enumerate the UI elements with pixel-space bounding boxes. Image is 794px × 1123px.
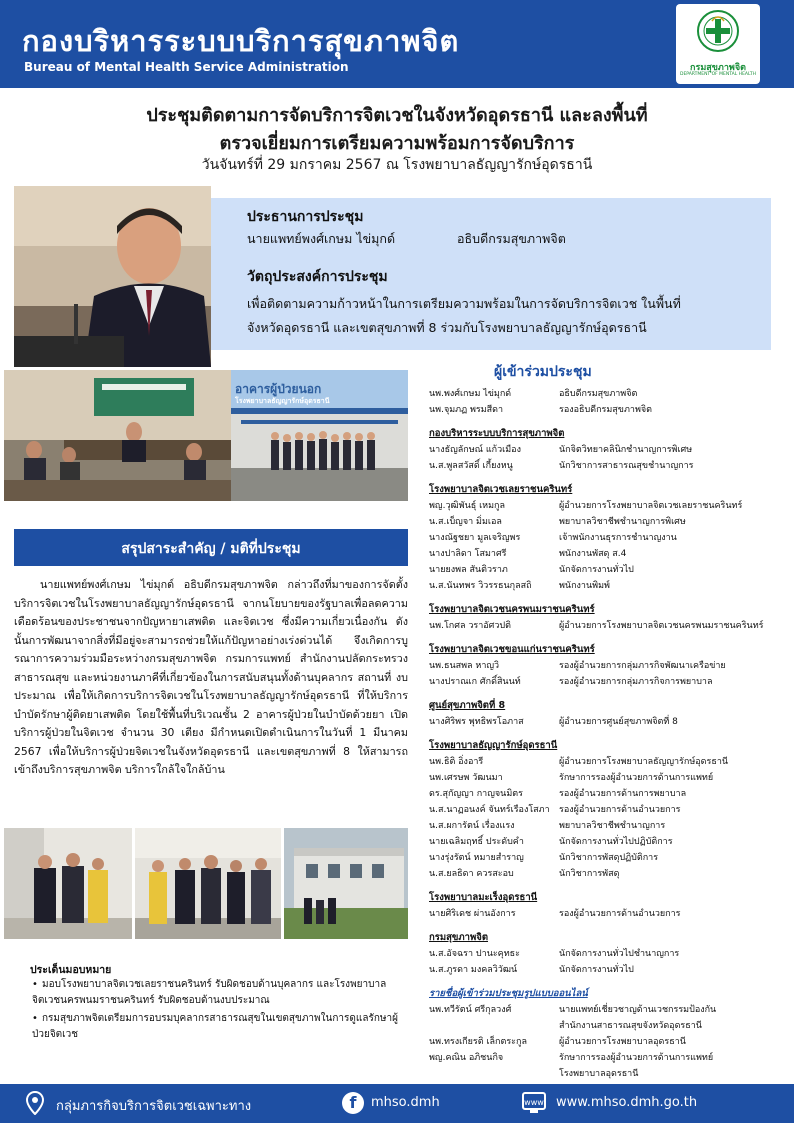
attendee-group-heading: โรงพยาบาลจิตเวชเลยราชนครินทร์	[429, 484, 573, 495]
meeting-room-photo	[4, 370, 231, 501]
attendee-name: น.ส.ภูรดา มงคลวิวัฒน์	[429, 965, 518, 975]
attendee-row	[429, 714, 779, 730]
attendee-row	[429, 442, 779, 458]
attendee-name: น.ส.เบ็ญจา มิ่มเอล	[429, 517, 502, 527]
objective-heading: วัตถุประสงค์การประชุม	[247, 269, 388, 285]
attendee-position: พนักงานพัสดุ ส.4	[559, 549, 627, 559]
attendee-name: นางรุ่งรัตน์ หมายสำราญ	[429, 853, 524, 863]
chair-heading: ประธานการประชุม	[247, 209, 364, 225]
attendee-row	[429, 1066, 779, 1082]
group-spacer	[429, 730, 779, 738]
attendee-position: อธิบดีกรมสุขภาพจิต	[559, 389, 638, 399]
assignment-item	[32, 977, 402, 1009]
attendee-row	[429, 658, 779, 674]
attendee-position: รองผู้อำนวยการด้านอำนวยการ	[559, 805, 681, 815]
attendee-position: เจ้าพนักงานธุรการชำนาญงาน	[559, 533, 677, 543]
attendee-name: นางศิริพร พุทธิพรโอภาส	[429, 717, 524, 727]
attendee-row	[429, 618, 779, 634]
attendee-row	[429, 850, 779, 866]
svg-text:www: www	[524, 1098, 544, 1107]
report-title-line1: ประชุมติดตามการจัดบริการจิตเวชในจังหวัดอุดรธานี และลงพื้นที่	[146, 105, 648, 126]
group-spacer	[429, 634, 779, 642]
attendee-row	[429, 458, 779, 474]
org-title-english: Bureau of Mental Health Service Administration	[24, 60, 349, 74]
attendee-row	[429, 818, 779, 834]
attendee-position: นักจัดการงานทั่วไป	[559, 965, 634, 975]
attendee-group-heading: กรมสุขภาพจิต	[429, 932, 489, 943]
attendee-row	[429, 402, 779, 418]
attendee-name: นางธัญลักษณ์ แก้วเมือง	[429, 445, 521, 455]
attendee-position: พนักงานพิมพ์	[559, 581, 610, 591]
attendee-position: นักจัดการงานทั่วไป	[559, 565, 634, 575]
attendee-position: รองผู้อำนวยการกลุ่มภารกิจการพยาบาล	[559, 677, 713, 687]
attendee-position: โรงพยาบาลอุดรธานี	[559, 1069, 639, 1079]
attendee-position: นักวิชาการสาธารณสุขชำนาญการ	[559, 461, 694, 471]
attendee-row	[429, 1050, 779, 1066]
attendee-row	[429, 674, 779, 690]
attendee-name: พญ.วุฒิพันธุ์ เหมกูล	[429, 501, 505, 511]
attendee-group-heading: รายชื่อผู้เข้าร่วมประชุมรูปแบบออนไลน์	[429, 988, 588, 999]
attendee-position: นักวิชาการพัสดุปฏิบัติการ	[559, 853, 659, 863]
attendee-group-heading: โรงพยาบาลจิตเวชนครพนมราชนครินทร์	[429, 604, 595, 615]
logo-subtext: DEPARTMENT OF MENTAL HEALTH	[679, 72, 757, 77]
attendee-row	[429, 530, 779, 546]
attendee-row	[429, 770, 779, 786]
attendee-position: ผู้อำนวยการศูนย์สุขภาพจิตที่ 8	[559, 717, 678, 727]
report-title-line2: ตรวจเยี่ยมการเตรียมความพร้อมการจัดบริการ	[219, 133, 575, 154]
attendee-position: ผู้อำนวยการโรงพยาบาลจิตเวชนครพนมราชนครินทร์	[559, 621, 764, 631]
attendee-position: รองอธิบดีกรมสุขภาพจิต	[559, 405, 652, 415]
attendee-position: รองผู้อำนวยการกลุ่มภารกิจพัฒนาเครือข่าย	[559, 661, 726, 671]
emblem-icon	[696, 7, 740, 59]
attendee-row	[429, 962, 779, 978]
attendee-row	[429, 1034, 779, 1050]
footer-org: กลุ่มภารกิจบริการจิตเวชเฉพาะทาง	[56, 1099, 252, 1114]
attendee-name: น.ส.นันทพร วิวรรธนกุลสถิ	[429, 581, 532, 591]
attendee-name: นายยงพล สันติวราภ	[429, 565, 508, 575]
group-spacer	[429, 882, 779, 890]
org-title-thai: กองบริหารระบบบริการสุขภาพจิต	[22, 24, 460, 58]
attendee-group-heading: โรงพยาบาลจิตเวชขอนแก่นราชนครินทร์	[429, 644, 595, 655]
attendees-list	[429, 386, 779, 1082]
attendee-name: นพ.ธิติ อิ่งอารี	[429, 757, 484, 767]
attendee-name: น.ส.นาฏอนงค์ จันทร์เรืองโสภา	[429, 805, 550, 815]
bullet-icon: •	[32, 979, 38, 990]
attendee-group-heading: ศูนย์สุขภาพจิตที่ 8	[429, 700, 506, 711]
attendee-name: นพ.โกศล วราอัศวปติ	[429, 621, 511, 631]
attendee-position: นักจัดการงานทั่วไปปฏิบัติการ	[559, 837, 673, 847]
group-spacer	[429, 418, 779, 426]
attendee-name: นายศิริเดช ผ่านอังการ	[429, 909, 516, 919]
chair-photo	[14, 186, 211, 367]
attendee-name: นางณัฐชยา มูลเจริญพร	[429, 533, 521, 543]
attendee-name: นพ.เศรษพ วัฒนมา	[429, 773, 503, 783]
site-visit-photo-2	[135, 828, 281, 939]
group-spacer	[429, 594, 779, 602]
attendee-position: พยาบาลวิชาชีพชำนาญการ	[559, 821, 666, 831]
summary-text	[14, 576, 408, 780]
attendee-name: นพ.จุมภฏ พรมสีดา	[429, 405, 504, 415]
attendee-position: ผู้อำนวยการโรงพยาบาลอุดรธานี	[559, 1037, 686, 1047]
attendee-row	[429, 802, 779, 818]
group-spacer	[429, 690, 779, 698]
attendee-position: รองผู้อำนวยการด้านอำนวยการ	[559, 909, 681, 919]
footer-website[interactable]: www.mhso.dmh.go.th	[556, 1095, 698, 1110]
attendee-row	[429, 834, 779, 850]
attendee-row	[429, 514, 779, 530]
assignments-heading: ประเด็นมอบหมาย	[30, 964, 112, 976]
attendee-name: นพ.ทรงเกียรติ เล็กตระกูล	[429, 1037, 527, 1047]
site-visit-photo-3	[284, 828, 408, 939]
attendee-name: นางปราณเก ศักดิ์สินนท์	[429, 677, 521, 687]
attendee-group-heading: โรงพยาบาลมะเร็งอุดรธานี	[429, 892, 538, 903]
facebook-icon: f	[342, 1092, 364, 1114]
attendee-name: น.ส.ยลธิดา ควรสะอบ	[429, 869, 514, 879]
attendee-position: สำนักงานสาธารณสุขจังหวัดอุดรธานี	[559, 1021, 702, 1031]
building-sign-line1: อาคารผู้ป่วยนอก	[235, 382, 322, 396]
attendee-name: น.ส.อัจฉรา ปานะคุทธะ	[429, 949, 520, 959]
assignment-text: มอบโรงพยาบาลจิตเวชเลยราชนครินทร์ รับผิดชอบด้านบุคลากร และโรงพยาบาลจิตเวชนครพนมราชนครินทร์ รับผิดชอบด้านงบประมาณ	[32, 979, 387, 1006]
group-spacer	[429, 922, 779, 930]
summary-heading-bar	[14, 529, 408, 566]
attendee-name: นางปาลิดา โสมาศรี	[429, 549, 507, 559]
attendee-name: พญ.คณิน อภิชนกิจ	[429, 1053, 504, 1063]
group-photo-building	[231, 370, 408, 501]
footer-bar	[0, 1084, 794, 1123]
attendees-heading: ผู้เข้าร่วมประชุม	[494, 364, 592, 380]
attendee-name: นพ.พงศ์เกษม ไข่มุกด์	[429, 389, 512, 399]
building-sign-line2: โรงพยาบาลธัญญารักษ์อุดรธานี	[235, 397, 330, 405]
attendee-position: รักษาการรองผู้อำนวยการด้านการแพทย์	[559, 1053, 714, 1063]
attendee-position: ผู้อำนวยการโรงพยาบาลธัญญารักษ์อุดรธานี	[559, 757, 729, 767]
attendee-row	[429, 1002, 779, 1018]
attendee-row	[429, 578, 779, 594]
bullet-icon: •	[32, 1013, 38, 1024]
attendee-row	[429, 786, 779, 802]
attendee-row	[429, 546, 779, 562]
location-pin-icon	[26, 1091, 44, 1115]
footer-facebook[interactable]: mhso.dmh	[371, 1095, 440, 1110]
summary-heading: สรุปสาระสำคัญ / มติที่ประชุม	[121, 541, 301, 557]
attendee-name: นายเฉลิมฤทธิ์ ประดับคำ	[429, 837, 524, 847]
attendee-row	[429, 906, 779, 922]
website-icon	[522, 1092, 546, 1114]
objective-line1: เพื่อติดตามความก้าวหน้าในการเตรียมความพร้อมในการจัดบริการจิตเวช ในพื้นที่	[247, 296, 681, 311]
attendee-position: ผู้อำนวยการโรงพยาบาลจิตเวชเลยราชนครินทร์	[559, 501, 743, 511]
chair-name: นายแพทย์พงศ์เกษม ไข่มุกด์	[247, 231, 396, 246]
attendee-position: พยาบาลวิชาชีพชำนาญการพิเศษ	[559, 517, 686, 527]
attendee-row	[429, 946, 779, 962]
logo-text: กรมสุขภาพจิต	[690, 63, 746, 73]
attendee-name: น.ส.พูลสวัสดิ์ เกี้ยงหนู	[429, 461, 513, 471]
group-spacer	[429, 474, 779, 482]
attendee-position: รักษาการรองผู้อำนวยการด้านการแพทย์	[559, 773, 714, 783]
attendee-group-heading: โรงพยาบาลธัญญารักษ์อุดรธานี	[429, 740, 558, 751]
chair-position: อธิบดีกรมสุขภาพจิต	[457, 231, 566, 246]
attendee-position: นายแพทย์เชี่ยวชาญด้านเวชกรรมป้องกัน	[559, 1005, 717, 1015]
group-spacer	[429, 978, 779, 986]
attendee-name: น.ส.ผการัตน์ เรื่องแรง	[429, 821, 515, 831]
attendee-position: นักจัดการงานทั่วไปชำนาญการ	[559, 949, 680, 959]
attendee-row	[429, 562, 779, 578]
summary-paragraph: นายแพทย์พงศ์เกษม ไข่มุกด์ อธิบดีกรมสุขภาพจิต กล่าวถึงที่มาของการจัดตั้งบริการจิตเวชในโรงพยาบาลธัญญารักษ์อุดรธานี จากนโยบายของรัฐบาลเพื่อลดความเดือดร้อนของประชาชนจากปัญหายาเสพติด และจิตเวช ซึ่งมีความเกี่ยวเนื่องกัน ดังนั้นการพัฒนาจากสิ่งที่มีอยู่จะสามารถช่วยให้แก้ปัญหาอย่างเร่งด่วนได้ จึงเกิดการบูรณาการความร่วมมือระหว่างกรมสุขภาพจิต กรมการแพทย์ สำนักงานปลัดกระทรวงสาธารณสุข และหน่วยงานภาคีที่เกี่ยวข้องในการสนับสนุนทั้งด้านบุคลากร สถานที่ งบประมาณ เพื่อให้เกิดการบริการจิตเวชในโรงพยาบาลธัญญารักษ์อุดรธานี ที่ให้บริการบำบัดรักษาผู้ติดยาเสพติด โดยใช้พื้นที่บริเวณชั้น 2 อาคารผู้ป่วยในบำบัดด้วยยา เปิดบริการผู้ป่วยในจิตเวช จำนวน 30 เตียง มีกำหนดเปิดดำเนินการในวันที่ 1 มีนาคม 2567 เพื่อให้บริการผู้ป่วยจิตเวชในจังหวัดอุดรธานี และเขตสุขภาพที่ 8 ให้สามารถเข้าถึงบริการสุขภาพจิต บริการใกล้ใจใกล้บ้าน	[14, 578, 408, 776]
attendee-position: รองผู้อำนวยการด้านการพยาบาล	[559, 789, 687, 799]
attendee-name: ดร.สุกัญญา กาญจนมิตร	[429, 789, 523, 799]
report-date: วันจันทร์ที่ 29 มกราคม 2567 ณ โรงพยาบาลธัญญารักษ์อุดรธานี	[201, 157, 593, 173]
assignment-text: กรมสุขภาพจิตเตรียมการอบรมบุคลากรสาธารณสุขในเขตสุขภาพในการดูแลรักษาผู้ป่วยจิตเวช	[32, 1013, 398, 1040]
attendee-row	[429, 386, 779, 402]
site-visit-photo-1	[4, 828, 132, 939]
attendee-row	[429, 1018, 779, 1034]
attendee-row	[429, 866, 779, 882]
assignment-item	[32, 1011, 402, 1043]
department-logo	[676, 4, 760, 84]
meeting-info-box	[211, 198, 771, 350]
attendee-name: นพ.ธนสพล หาญวิ	[429, 661, 500, 671]
attendee-row	[429, 498, 779, 514]
attendee-position: นักวิชาการพัสดุ	[559, 869, 620, 879]
attendee-name: นพ.ทวีรัตน์ ศรีกุลวงศ์	[429, 1005, 512, 1015]
attendee-group-heading: กองบริหารระบบบริการสุขภาพจิต	[429, 428, 565, 439]
attendee-row	[429, 754, 779, 770]
attendee-position: นักจิตวิทยาคลินิกชำนาญการพิเศษ	[559, 445, 693, 455]
objective-line2: จังหวัดอุดรธานี และเขตสุขภาพที่ 8 ร่วมกับโรงพยาบาลธัญญารักษ์อุดรธานี	[247, 320, 647, 335]
header-bar	[0, 0, 794, 88]
